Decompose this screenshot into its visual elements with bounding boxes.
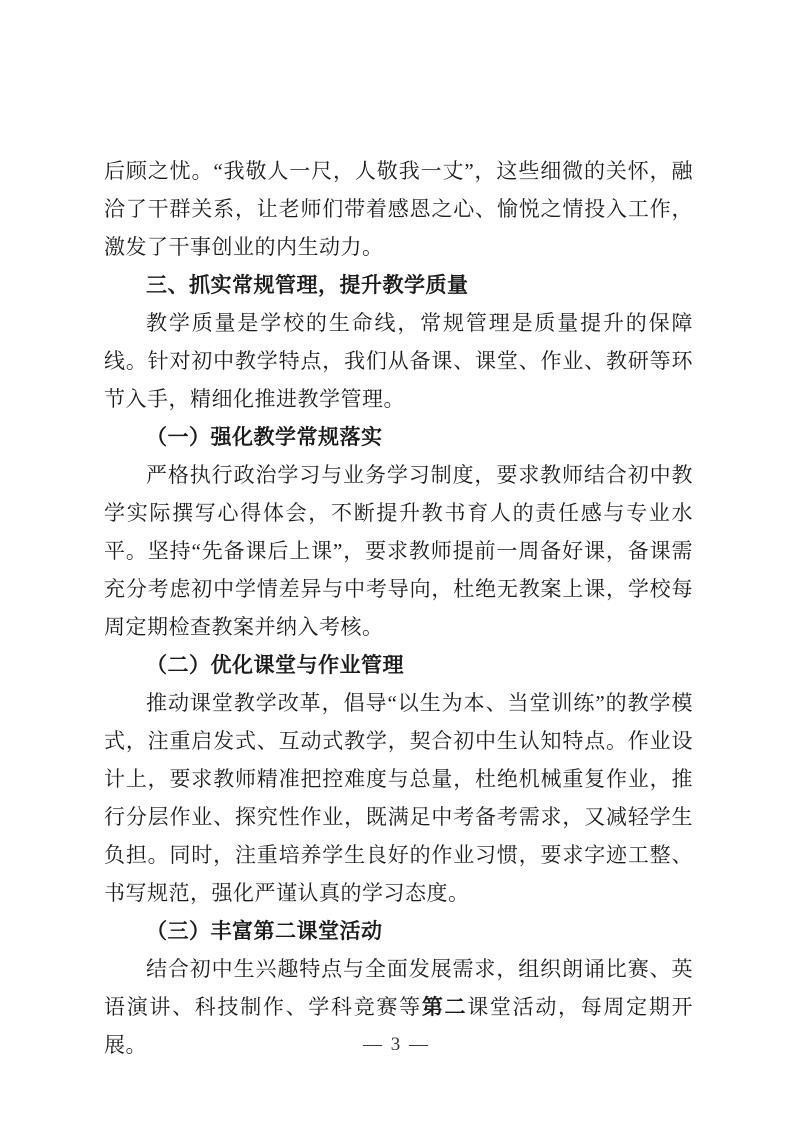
paragraph-teaching-routine: 严格执行政治学习与业务学习制度，要求教师结合初中教学实际撰写心得体会，不断提升教书育人的责任感与专业水平。坚持“先备课后上课”，要求教师提前一周备好课，备课需充分考虑初中学情差异与中考导向，杜绝无教案上课，学校每周定期检查教案并纳入考核。 — [104, 463, 693, 639]
second-classroom-text-after: 课堂活动，每周定期开展。 — [104, 995, 694, 1057]
paragraph-teaching-quality: 教学质量是学校的生命线，常规管理是质量提升的保障线。针对初中教学特点，我们从备课、课堂、作业、教研等环节入手，精细化推进教学管理。 — [104, 311, 693, 411]
paragraph-carryover: 后顾之忧。“我敬人一尺，人敬我一丈”，这些细微的关怀，融洽了干群关系，让老师们带着感恩之心、愉悦之情投入工作，激发了干事创业的内生动力。 — [104, 159, 693, 259]
second-classroom-text-before: 结合初中生兴趣特点与全面发展需求，组织朗诵比赛、英语演讲、科技制作、学科竞赛等 — [104, 957, 693, 1019]
page-footer — [0, 1031, 793, 1059]
subsection-heading-two: （二）优化课堂与作业管理 — [146, 653, 404, 677]
page-number: — 3 — — [363, 1034, 430, 1055]
section-heading-three: 三、抓实常规管理，提升教学质量 — [146, 273, 469, 297]
subsection-heading-three: （三）丰富第二课堂活动 — [146, 919, 383, 943]
paragraph-classwork-homework: 推动课堂教学改革，倡导“以生为本、当堂训练”的教学模式，注重启发式、互动式教学，契合初中生认知特点。作业设计上，要求教师精准把控难度与总量，杜绝机械重复作业，推行分层作业、探究性作业，既满足中考备考需求，又减轻学生负担。同时，注重培养学生良好的作业习惯，要求字迹工整、书写规范，强化严谨认真的学习态度。 — [104, 691, 693, 905]
document-body — [104, 0, 693, 1064]
subsection-heading-one: （一）强化教学常规落实 — [146, 425, 383, 449]
second-classroom-bold-run: 第二 — [421, 995, 468, 1019]
